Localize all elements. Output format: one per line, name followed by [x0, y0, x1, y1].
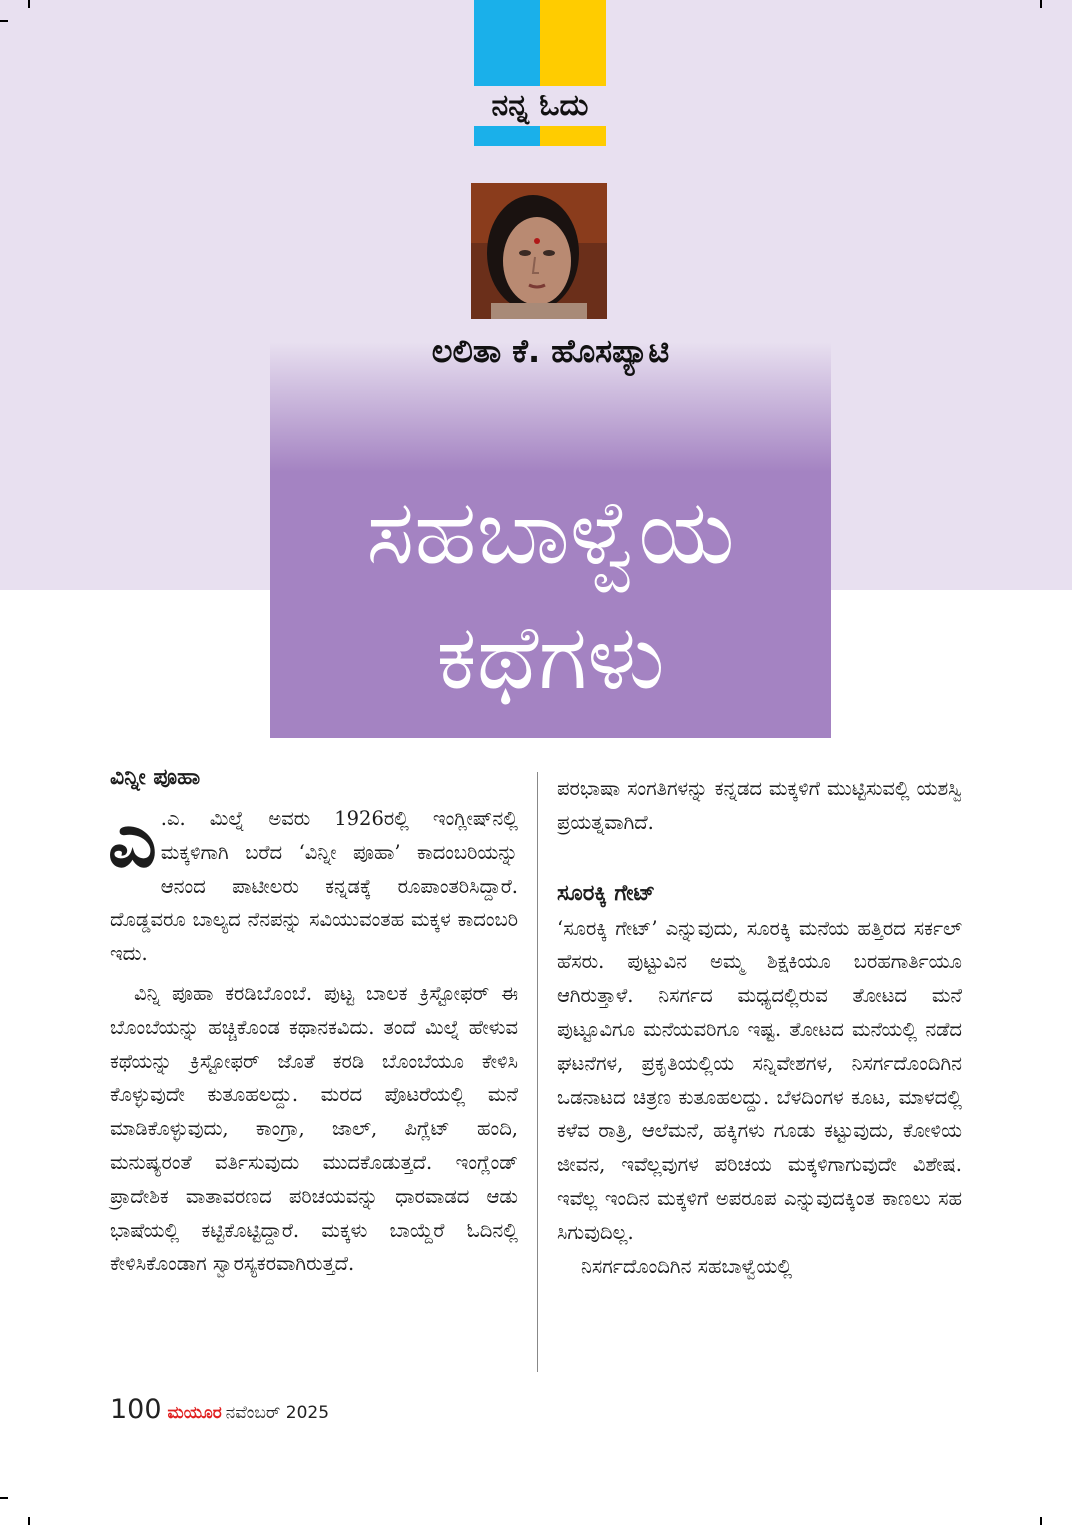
section-logo: [474, 0, 606, 150]
drop-cap: ಎ: [108, 795, 157, 884]
section-heading: ಸೂರಕ್ಕಿ ಗೇಟ್: [557, 880, 656, 906]
section-logo-text: ನನ್ನ ಓದು: [491, 88, 589, 123]
paragraph: ‘ಸೂರಕ್ಕಿ ಗೇಟ್’ ಎನ್ನುವುದು, ಸೂರಕ್ಕಿ ಮನೆಯ ಹತ್ತಿರದ ಸರ್ಕಲ್ ಹೆಸರು. ಪುಟ್ಟುವಿನ ಅಮ್ಮ ಶಿಕ್ಷಕಿಯೂ ಬರಹಗಾರ್ತಿಯೂ ಆಗಿರುತ್ತಾಳೆ. ನಿಸರ್ಗದ ಮಧ್ಯದಲ್ಲಿರುವ ತೋಟದ ಮನೆ ಪುಟ್ಟೂವಿಗೂ ಮನೆಯವರಿಗೂ ಇಷ್ಟ. ತೋಟದ ಮನೆಯಲ್ಲಿ ನಡೆದ ಘಟನೆಗಳ, ಪ್ರಕೃತಿಯಲ್ಲಿಯ ಸನ್ನಿವೇಶಗಳ, ನಿಸರ್ಗದೊಂದಿಗಿನ ಒಡನಾಟದ ಚಿತ್ರಣ ಕುತೂಹಲದ್ದು. ಬೆಳದಿಂಗಳ ಕೂಟ, ಮಾಳದಲ್ಲಿ ಕಳೆವ ರಾತ್ರಿ, ಆಲೆಮನೆ, ಹಕ್ಕಿಗಳು ಗೂಡು ಕಟ್ಟುವುದು, ಕೋಳಿಯ ಜೀವನ, ಇವೆಲ್ಲವುಗಳ ಪರಿಚಯ ಮಕ್ಕಳಿಗಾಗುವುದೇ ವಿಶೇಷ. ಇವೆಲ್ಲ ಇಂದಿನ ಮಕ್ಕಳಿಗೆ ಅಪರೂಪ ಎನ್ನುವುದಕ್ಕಿಂತ ಕಾಣಲು ಸಹ ಸಿಗುವುದಿಲ್ಲ.: [557, 916, 962, 1244]
author-name: ಲಲಿತಾ ಕೆ. ಹೊಸಪ್ಯಾಟಿ: [431, 332, 670, 370]
column-divider: [537, 772, 538, 1372]
crop-mark: [1040, 0, 1042, 8]
paragraph: ನಿಸರ್ಗದೊಂದಿಗಿನ ಸಹಬಾಳ್ವೆಯಲ್ಲಿ: [581, 1254, 793, 1278]
crop-mark: [1040, 1517, 1042, 1525]
crop-mark: [0, 1497, 8, 1499]
article-title-line1: ಸಹಬಾಳ್ವೆಯ: [366, 480, 735, 585]
crop-mark: [28, 0, 30, 8]
crop-mark: [0, 20, 8, 22]
left-column: [110, 760, 518, 1281]
magazine-name: ಮಯೂರ: [167, 1403, 222, 1423]
page-footer: [110, 1393, 329, 1427]
issue-date: ನವೆಂಬರ್ 2025: [225, 1403, 330, 1423]
author-portrait: [471, 183, 607, 319]
page-number: 100: [110, 1394, 162, 1425]
article-title-line2: ಕಥೆಗಳು: [436, 605, 665, 710]
right-column: [557, 772, 962, 1283]
crop-mark: [28, 1517, 30, 1525]
paragraph: ಎ .ಎ. ಮಿಲ್ನೆ ಅವರು 1926ರಲ್ಲಿ ಇಂಗ್ಲೀಷ್‌ನಲ್ಲಿ ಮಕ್ಕಳಿಗಾಗಿ ಬರೆದ ‘ವಿನ್ನೀ ಪೂಹಾ’ ಕಾದಂಬರಿಯನ್ನು ಆನಂದ ಪಾಟೀಲರು ಕನ್ನಡಕ್ಕೆ ರೂಪಾಂತರಿಸಿದ್ದಾರೆ. ದೊಡ್ಡವರೂ ಬಾಲ್ಯದ ನೆನಪನ್ನು ಸವಿಯುವಂತಹ ಮಕ್ಕಳ ಕಾದಂಬರಿ ಇದು.: [108, 795, 518, 966]
section-heading: ವಿನ್ನೀ ಪೂಹಾ: [110, 765, 201, 790]
paragraph: ಪರಭಾಷಾ ಸಂಗತಿಗಳನ್ನು ಕನ್ನಡದ ಮಕ್ಕಳಿಗೆ ಮುಟ್ಟಿಸುವಲ್ಲಿ ಯಶಸ್ವಿ ಪ್ರಯತ್ನವಾಗಿದೆ.: [557, 777, 962, 834]
paragraph: ವಿನ್ನಿ ಪೂಹಾ ಕರಡಿಬೊಂಬೆ. ಪುಟ್ಟ ಬಾಲಕ ಕ್ರಿಸ್ಟೋಫರ್ ಈ ಬೊಂಬೆಯನ್ನು ಹಚ್ಚಿಕೊಂಡ ಕಥಾನಕವಿದು. ತಂದೆ ಮಿಲ್ನೆ ಹೇಳುವ ಕಥೆಯನ್ನು ಕ್ರಿಸ್ಟೋಫರ್ ಜೊತೆ ಕರಡಿ ಬೊಂಬೆಯೂ ಕೇಳಿಸಿ ಕೊಳ್ಳುವುದೇ ಕುತೂಹಲದ್ದು. ಮರದ ಪೊಟರೆಯಲ್ಲಿ ಮನೆ ಮಾಡಿಕೊಳ್ಳುವುದು, ಕಾಂಗ್ರಾ, ಜಾಲ್, ಪಿಗ್ಲೆಟ್ ಹಂದಿ, ಮನುಷ್ಯರಂತೆ ವರ್ತಿಸುವುದು ಮುದಕೊಡುತ್ತದೆ. ಇಂಗ್ಲೆಂಡ್ ಪ್ರಾದೇಶಿಕ ವಾತಾವರಣದ ಪರಿಚಯವನ್ನು ಧಾರವಾಡದ ಆಡು ಭಾಷೆಯಲ್ಲಿ ಕಟ್ಟಿಕೊಟ್ಟಿದ್ದಾರೆ. ಮಕ್ಕಳು ಬಾಯ್ದೆರೆ ಓದಿನಲ್ಲಿ ಕೇಳಿಸಿಕೊಂಡಾಗ ಸ್ವಾರಸ್ಯಕರವಾಗಿರುತ್ತದೆ.: [110, 981, 518, 1276]
